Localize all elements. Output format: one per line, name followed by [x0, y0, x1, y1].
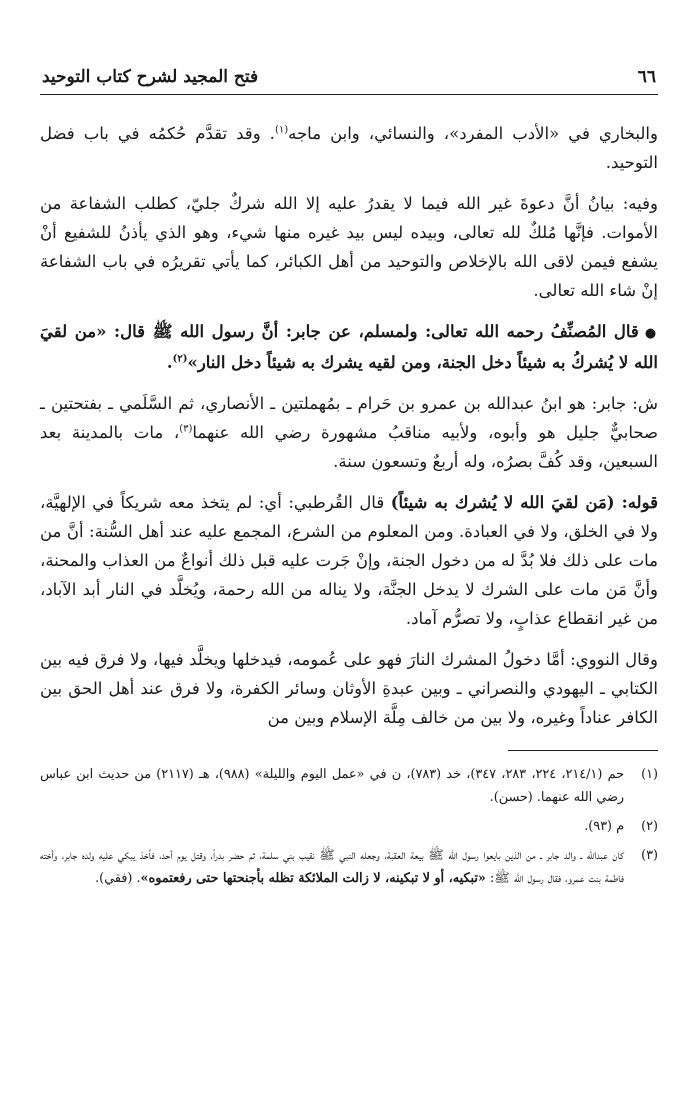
footnote-number: (٣) [641, 848, 658, 863]
paragraph-3: ش: جابر: هو ابنُ عبدالله بن عمرو بن حَرام ـ بمُهملتين ـ الأنصاري، ثم السَّلَمي ـ بفتحتين ـ صحابيٌّ جليل هو وأبوه، ولأبيه مناقبُ مشهورة رضي الله عنهما$^{(٣)}$، مات بالمدينة بعد السبعين، وقد كُفَّ بصرُه، وله أربعٌ وتسعون سنة. [40, 394, 659, 471]
page-header [40, 60, 658, 95]
paragraph-1: والبخاري في «الأدب المفرد»، والنسائي، وابن ماجه$^{(١)}$. وقد تقدَّم حُكمُه في باب فضل التوحيد. [40, 124, 658, 172]
book-title: فتح المجيد لشرح كتاب التوحيد [42, 67, 259, 87]
page-number: ٦٦ [637, 67, 656, 87]
footnote-text: م (٩٣). [584, 819, 624, 834]
footnote-number: (١) [641, 767, 658, 782]
footnote-item [40, 815, 658, 838]
footnote-divider [508, 750, 658, 751]
footnote-ref-1[interactable]: (١) [274, 124, 289, 136]
bullet-icon: ● [644, 326, 659, 341]
hadith-paragraph: ●قال المُصنِّفُ رحمه الله تعالى: ولمسلم، عن جابر: أنَّ رسول الله ﷺ قال: «من لقيَ الله لا يُشركُ به شيئاً دخل الجنة، ومن لقيه يشرك به شيئاً دخل النار»$^{(٢)}$. [40, 322, 659, 372]
footnote-item [40, 763, 658, 809]
footnotes [40, 763, 658, 890]
footnote-ref-2[interactable]: (٢) [172, 353, 188, 365]
footnote-ref-3[interactable]: (٣) [179, 423, 193, 435]
footnote-text: حم (٢١٤/١، ٢٢٤، ٢٨٣، ٣٤٧)، خد (٧٨٣)، ن في «عمل اليوم والليلة» (٩٨٨)، هـ (٢١١٧) من حديث ابن عباس رضي الله عنهما. (حسن). [40, 767, 624, 805]
main-text [40, 119, 658, 732]
paragraph-5: وقال النووي: أمَّا دخولُ المشرك النارَ فهو على عُمومه، فيدخلها ويخلَّد فيها، ولا فرق فيه بين الكتابي ـ اليهودي والنصراني ـ وبين عبدةِ الأوثان وسائر الكفرة، ولا فرق عند أهل الحق بين الكافر عناداً وغيره، ولا بين من خالف مِلَّة الإسلام وبين من [40, 650, 658, 727]
book-page [40, 60, 658, 1091]
paragraph-4: قوله: (مَن لقيَ الله لا يُشرك به شيئاً) قال القُرطبي: أي: لم يتخذ معه شريكاً في الإلهيَّة، ولا في الخلق، ولا في العبادة. ومن المعلوم من الشرع، المجمع عليه عند أهل السُّنة: أنَّ من مات على ذلك فلا بُدَّ له من دخول الجنة، وإنْ جَرت عليه قبل ذلك أنواعٌ من العذاب والمحنة، وأنَّ مَن مات على الشرك لا يدخل الجنَّة، ولا يناله من الله رحمة، ويُخلَّد في النار أبد الآباد، من غير انقطاع عذابٍ، ولا تصرُّم آماد. [40, 493, 658, 628]
paragraph-2: وفيه: بيانُ أنَّ دعوةَ غير الله فيما لا يقدرُ عليه إلا الله شركٌ جليّ، كطلب الشفاعة من الأموات. فإنَّها مُلكٌ لله تعالى، وبيده ليس بيد غيره منها شيء، وهو الذي يأذنُ للشفيع أنْ يشفع فيمن لاقى الله بالإخلاص والتوحيد من أهل الكبائر، كما يأتي تقريرُه في باب الشفاعة إنْ شاء الله تعالى. [40, 194, 658, 300]
footnote-text: كان عبدالله ـ والد جابر ـ من الذين بايعوا رسول الله ﷺ بيعة العقبة، وجعله النبي ﷺ نقيب بني سلمة، ثم حضر بدراً، وقتل يوم أحد، فأخذ يبكي عليه ولده جابر، وأخته فاطمة بنت عمرو، فقال رسول الله ﷺ: «تبكيه، أو لا تبكينه، لا زالت الملائكة تظله بأجنحتها حتى رفعتموه». (فقي). [40, 848, 624, 886]
quoted-phrase: قوله: (مَن لقيَ الله لا يُشرك به شيئاً) [390, 493, 658, 512]
footnote-hadith-quote: «تبكيه، أو لا تبكينه، لا زالت الملائكة تظله بأجنحتها حتى رفعتموه» [140, 871, 486, 886]
footnote-number: (٢) [641, 819, 658, 834]
footnote-item [40, 844, 658, 890]
